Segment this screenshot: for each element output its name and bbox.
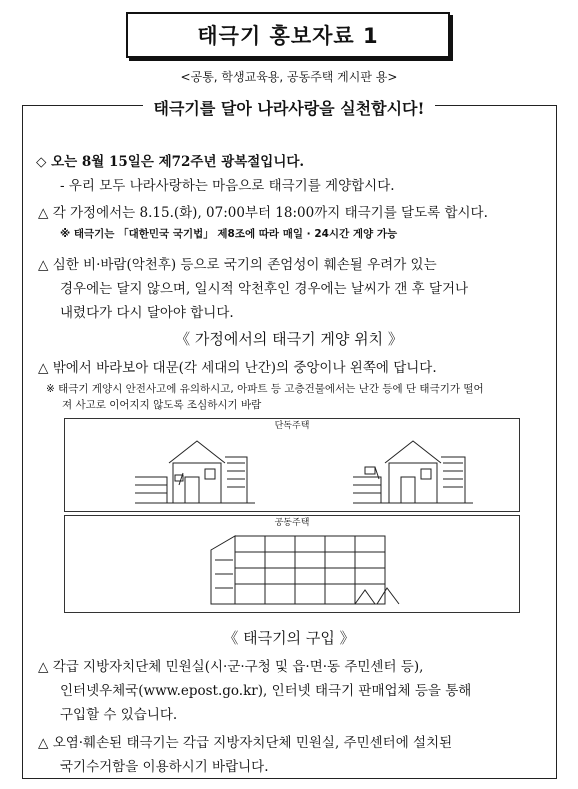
notice-line: △ 심한 비·바람(악천후) 등으로 국기의 존엄성이 훼손될 우려가 있는	[38, 257, 437, 273]
house-illustration-panel	[64, 418, 520, 512]
banner-heading: 태극기를 달아 나라사랑을 실천합시다!	[0, 96, 578, 119]
triangle-icon: △	[38, 659, 49, 675]
panel-caption: 단독주택	[65, 419, 519, 433]
triangle-icon: △	[38, 205, 49, 221]
house-illustration	[353, 433, 473, 509]
text-line: 내렸다가 다시 달아야 합니다.	[60, 305, 234, 321]
text-line: 경우에는 달지 않으며, 일시적 악천후인 경우에는 날씨가 갠 후 달거나	[60, 281, 469, 297]
apartment-illustration-panel	[64, 515, 520, 613]
apartment-illustration	[205, 530, 405, 610]
notice-line: ◇ 오는 8월 15일은 제72주년 광복절입니다.	[36, 154, 305, 170]
note-line: ※ 태극기는 「대한민국 국기법」 제8조에 따라 매일 · 24시간 게양 가능	[60, 228, 398, 240]
triangle-icon: △	[38, 257, 49, 273]
diamond-icon: ◇	[36, 154, 47, 170]
section-heading: 《 가정에서의 태극기 게양 위치 》	[175, 330, 403, 348]
subtitle: <공통, 학생교육용, 공동주택 게시판 용>	[180, 70, 398, 84]
page-title: 태극기 홍보자료 1	[126, 12, 450, 58]
text-line: 인터넷우체국(www.epost.go.kr), 인터넷 태극기 판매업체 등을 통해	[60, 683, 472, 699]
triangle-icon: △	[38, 735, 49, 751]
note-line: 져 사고로 이어지지 않도록 조심하시기 바람	[62, 399, 262, 411]
section-heading: 《 태극기의 구입 》	[223, 629, 355, 647]
text-line: - 우리 모두 나라사랑하는 마음으로 태극기를 게양합시다.	[60, 178, 395, 194]
triangle-icon: △	[38, 360, 49, 376]
house-illustration	[135, 433, 255, 509]
notice-line: △ 오염·훼손된 태극기는 각급 지방자치단체 민원실, 주민센터에 설치된	[38, 735, 453, 751]
note-line: ※ 태극기 게양시 안전사고에 유의하시고, 아파트 등 고층건물에서는 난간 등에 단 태극기가 떨어	[46, 383, 484, 395]
panel-caption: 공동주택	[65, 516, 519, 530]
notice-line: △ 밖에서 바라보아 대문(각 세대의 난간)의 중앙이나 왼쪽에 답니다.	[38, 360, 437, 376]
text-line: 국기수거함을 이용하시기 바랍니다.	[60, 759, 269, 775]
text-line: 구입할 수 있습니다.	[60, 707, 178, 723]
notice-line: △ 각 가정에서는 8.15.(화), 07:00부터 18:00까지 태극기를 달도록 합시다.	[38, 205, 488, 221]
notice-line: △ 각급 지방자치단체 민원실(시·군·구청 및 읍·면·동 주민센터 등),	[38, 659, 424, 675]
